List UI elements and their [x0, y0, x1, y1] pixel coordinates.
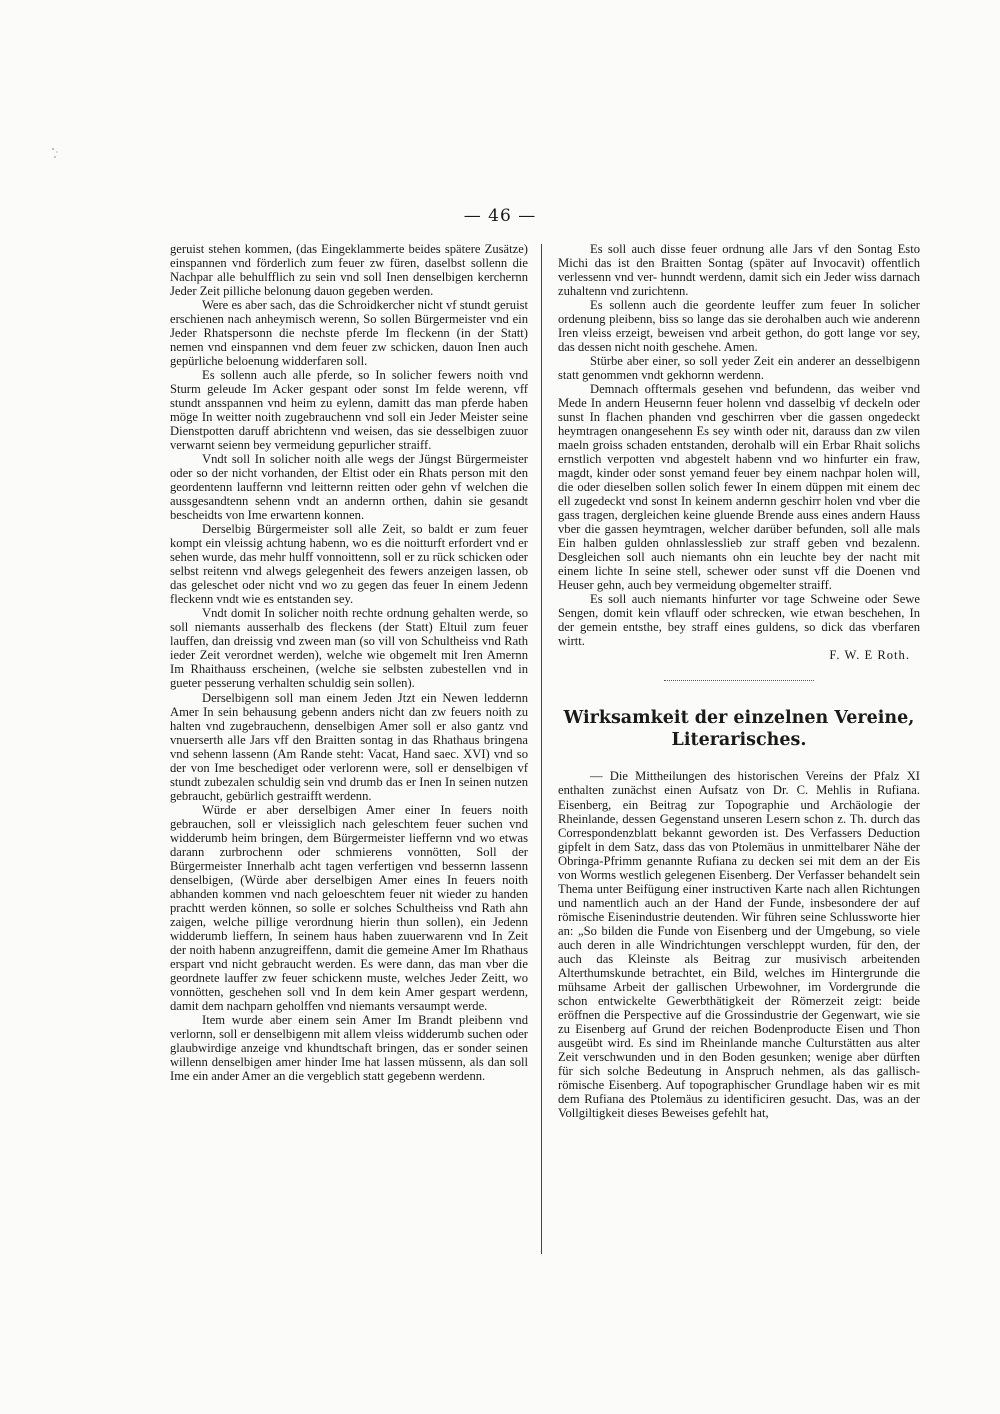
- section-paragraph: — Die Mittheilungen des historischen Vereins der Pfalz XI enthalten zunächst einen Aufsatz von Dr. C. Mehlis in Rufiana. Eisenberg, ein Beitrag zur Topographie und Archäologie der Rheinlande, dessen Gegenstand unseren Lesern schon z. Th. durch das Correspondenzblatt bekannt geworden ist. Des Verfassers Deduction gipfelt in dem Satz, dass das von Ptolemäus in unmittelbarer Nähe der Obringa-Pfrimm genannte Rufiana zu decken sei mit dem an der Eis von Worms westlich gelegenen Eisenberg. Der Verfasser behandelt sein Thema unter Beifügung einer instructiven Karte nach allen Richtungen und namentlich auch an der Hand der Funde, insbesondere der auf römische Eisenindustrie deutenden. Wir führen seine Schlussworte hier an: „So bilden die Funde von Eisenberg und der Umgebung, so viele auch deren in alle Windrichtungen verschleppt wurden, für den, der auch das Kleinste als Beitrag zur musivisch arbeitenden Alterthumskunde betrachtet, ein Bild, welches im Hintergrunde die mühsame Arbeit der gallischen Urbewohner, im Vordergrunde die schon entwickelte Gewerbthätigkeit der Römerzeit zeigt: beide eröffnen die Perspective auf die Grossindustrie der Gegenwart, wie sie zu Eisenberg auf Grund der reichen Bodenproducte Eisen und Thon ausgeübt wird. Es sind im Rheinlande manche Culturstätten aus alter Zeit verschwunden und in den Boden gesunken; wenige aber dürften für sich solche Bedeutung in Anspruch nehmen, als das gallisch-römische Eisenberg. Auf topographischer Grundlage haben wir es mit dem Rufiana des Ptolemäus zu identificiren gesucht. Das, was an der Vollgiltigkeit dieses Beweises gefehlt hat,: [558, 769, 920, 1120]
- scan-specks: [50, 146, 62, 160]
- section-heading-line-2: Literarisches.: [671, 730, 807, 751]
- author-signature: F. W. E Roth.: [829, 648, 910, 663]
- dotted-separator: [664, 680, 814, 681]
- left-paragraph-8: Würde er aber derselbigen Amer einer In feuers noith gebrauchen, soll er vleissiglich nach geleschtem feuer suchen vnd widderumb heim bringen, dem Bürgermeister lieffernn vnd wo etwas darann zurbrochenn oder schmierens vonnötten, Soll der Bürgermeister Innerhalb acht tagen verfertigen vnd bessernn lassenn denselbigen, (Würde aber derselbigen Amer eines In feuers noith abhanden kommen vnd nach geloeschtem feuer nit wieder zu handen prachtt werden können, so solle er solches Schultheiss vnd Rath ahn zaigen, welche pillige verordnung hierin thun sollen), ein Jedenn widderumb lieffern, In seinem haus haben zuuerwarenn vnd In Zeit der noith habenn anzugreiffenn, damit die gemeine Amer Im Rhathaus erspart vnd nicht gebraucht werden. Es were dann, das man vber die geordnete lauffer zw feuer schickenn muste, welches Jeder Zeitt, wo vonnötten, geschehen soll vnd In dem kein Amer gespart werdenn, damit dem nachparn geholffen vnd niemants versaumpt werde.: [170, 802, 528, 1013]
- section-heading: [558, 707, 920, 751]
- page-number: — 46 —: [463, 206, 537, 226]
- left-paragraph-6: Vndt domit In solicher noith rechte ordnung gehalten werde, so soll niemants ausserhalb des fleckens (der Statt) Eltuil zum feuer lauffen, dan dreissig vnd zween man (so vill von Schultheiss vnd Rath ieder Zeit verordnet werden), welche wie obgemelt mit Iren Amernn Im Rhaithauss erscheinen, (welche sie selbsten zubestellen vnd in gueter pesserung verhalten schuldig sein sollen).: [170, 606, 528, 691]
- left-paragraph-5: Derselbig Bürgermeister soll alle Zeit, so baldt er zum feuer kompt ein vleissig achtung habenn, wo es die noitturft erfordert vnd er sehen wurde, das mehr hulff vonnoittenn, soll er zu rück schicken oder selbst reitenn vnd alwegs gelegenheit des fewers anzeigen lassen, ob das geleschet oder nicht vnd wo zu gegen das feuer In einem Jedenn fleckenn vndt wie es entstanden sey.: [170, 522, 528, 607]
- column-divider: [541, 244, 542, 1254]
- right-paragraph-1: Es soll auch disse feuer ordnung alle Jars vf den Sontag Esto Michi das ist den Braitten Sontag (später auf Invocavit) offentlich verlessenn vnd ver- hunndt werdenn, damit sich ein Jeder wiss darnach zuhaltenn vnd zurichtenn.: [558, 242, 920, 299]
- section-heading-line-1: Wirksamkeit der einzelnen Vereine,: [563, 708, 915, 729]
- right-paragraph-2: Es sollenn auch die geordente leuffer zum feuer In solicher ordenung pleibenn, biss so lange das sie derohalben auch wie anderenn Iren vleiss erzeigt, beweisen vnd arbeit gethon, do gott lange vor sey, das dessen nicht noith geschehe. Amen.: [558, 298, 920, 355]
- left-paragraph-9: Item wurde aber einem sein Amer Im Brandt pleibenn vnd verlornn, soll er denselbigenn mit allem vleiss widderumb suchen oder glaubwirdige anzeige vnd khundtschaft bringen, das er sonder seinen willenn denselbigen amer hinder Ime hat lassen müssenn, als dan soll Ime ein ander Amer an die vergeblich statt gegebenn werdenn.: [170, 1012, 528, 1083]
- left-paragraph-3: Es sollenn auch alle pferde, so In solicher fewers noith vnd Sturm geleude Im Acker gespant oder sonst Im felde werenn, vff stundt ansspannen vnd heim zu eylenn, damitt das man pferde haben möge In weitter noith zugebrauchenn vnd soll ein Jeder Meister seine Dienstpotten daruff abrichtenn vnd weisen, das sie desselbigen zuuor verwarnt seienn bey vermeidung gepurlicher straiff.: [170, 368, 528, 453]
- right-paragraph-4: Demnach offtermals gesehen vnd befundenn, das weiber vnd Mede In andern Heusernn feuer holenn vnd dasselbig vf deckeln oder sunst In flachen phanden vnd geschirren vber die gassen ongedeckt heymtragen onangesehenn Es sey winth oder nit, darauss dan zw vilen maeln groiss schaden entstanden, derohalb will ein Erbar Rhait solichs ernstlich verpotten vnd abgestelt habenn vnd wo hinfurter ein fraw, magdt, kinder oder sonst yemand feuer bey einem nachpar holen will, die oder dieselben sollen solich fewer In einem düppen mit einem dec ell zugedeckt vnd sonst In keinem andernn geschirr holen vnd vber die gass tragen, dergleichen keine gluende Brende auss eines andern Hauss vber die gassen heymtragen, welcher darüber befunden, soll alle mals Ein halben gulden ohnlasslesslieb zur straff geben vnd bezalenn. Desgleichen soll auch niemants ohn ein leuchte bey der nacht mit einem lichte In seine stell, schewer oder sunst vff die Doenen vnd Heuser gehn, auch bey vermeidung obgemelter straiff.: [558, 382, 920, 593]
- left-paragraph-2: Were es aber sach, das die Schroidkercher nicht vf stundt geruist erschienen nach anheymisch werenn, So sollen Bürgermeister vnd ein Jeder Rhatspersonn die nechste pferde Im fleckenn (in der Statt) nemen vnd einspannen vnd dem feuer zw schicken, dauon Inen auch gepürliche beloenung widderfaren soll.: [170, 298, 528, 369]
- left-column: [170, 242, 528, 1083]
- left-paragraph-4: Vndt soll In solicher noith alle wegs der Jüngst Bürgermeister oder so der nicht vorhanden, der Eltist oder ein Rhats person mit den geordentenn lauffernn vnd leitternn reitten oder gehn vf welchen die aussgesandtenn sehenn vndt an andernn orthen, dahin sie gesandt bescheidts von Ime erwartenn konnen.: [170, 452, 528, 523]
- left-paragraph-7: Derselbigenn soll man einem Jeden Jtzt ein Newen leddernn Amer In sein behausung gebenn anders nicht dan zw feuers noith zu halten vnd zugebrauchenn, denselbigen Amer soll er also gantz vnd vnuerserth alle Jars vff den Braitten sontag in das Rhathaus bringena vnd sehenn lassenn (Am Rande steht: Vacat, Hand saec. XVI) vnd so der von Ime beschediget oder verlorenn were, soll er denselbigen vf stundt zubezalen schuldig sein vnd drumb das er Inen In seinen nutzen gebraucht, gebürlich gestraifft werdenn.: [170, 690, 528, 803]
- right-paragraph-3: Stürbe aber einer, so soll yeder Zeit ein anderer an desselbigenn statt genommen vndt gekhornn werdenn.: [558, 354, 920, 383]
- right-column: [558, 242, 920, 1120]
- right-paragraph-5: Es soll auch niemants hinfurter vor tage Schweine oder Sewe Sengen, domit kein vflauff oder schrecken, wie etwan beschehen, In der gemein entsthe, bey straff eines guldens, so dick das vberfaren wirtt.: [558, 592, 920, 649]
- left-paragraph-1: geruist stehen kommen, (das Eingeklammerte beides spätere Zusätze) einspannen vnd förderlich zum feuer zw füren, daselbst sollenn die Nachpar alle behulfflich zu sein vnd soll Inen denselbigen kerchernn Jeder Zeit pilliche belonung dauon gegeben werden.: [170, 242, 528, 299]
